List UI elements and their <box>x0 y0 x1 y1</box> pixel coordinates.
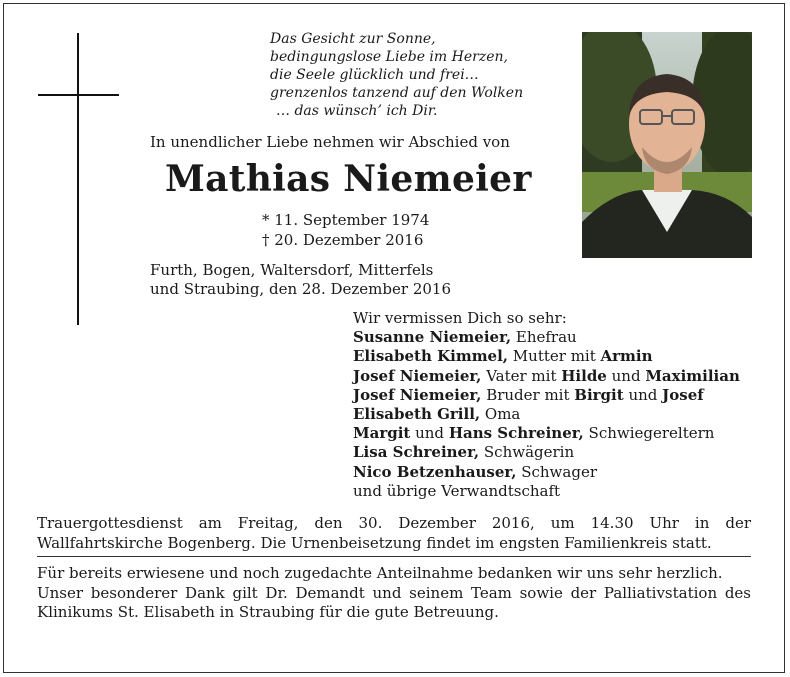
mourner-relation: Mutter mit <box>508 347 601 366</box>
mourner-name: Margit <box>353 424 411 443</box>
mourner-relation: und übrige Verwandtschaft <box>353 481 561 500</box>
mourner-name: Lisa Schreiner, <box>353 443 480 462</box>
mourner-name: Armin <box>600 347 653 366</box>
mourner-line <box>353 463 740 482</box>
mourner-relation: Ehefrau <box>511 328 577 347</box>
birth-date: * 11. September 1974 <box>262 211 430 229</box>
mourner-name: Hans Schreiner, <box>448 424 584 443</box>
mourner-relation: Oma <box>480 405 521 424</box>
mourners-heading <box>353 309 740 328</box>
poem-line: … das wünsch’ ich Dir. <box>276 103 438 119</box>
service-info: Trauergottesdienst am Freitag, den 30. Dezember 2016, um 14.30 Uhr in der Wallfahrtskirche Bogenberg. Die Urnenbeisetzung findet im engsten Familienkreis statt. <box>37 514 751 552</box>
mourner-line <box>353 482 740 501</box>
deceased-name: Mathias Niemeier <box>165 158 532 200</box>
thanks-paragraph: Für bereits erwiesene und noch zugedachte Anteilnahme bedanken wir uns sehr herzlich. <box>37 564 723 582</box>
life-dates <box>262 210 429 250</box>
divider <box>37 556 751 557</box>
mourner-name: Josef Niemeier, <box>353 366 482 385</box>
portrait-photo <box>582 32 752 258</box>
mourner-name: Nico Betzenhauser, <box>353 462 517 481</box>
mourner-relation: Schwiegereltern <box>583 424 715 443</box>
mourner-name: Elisabeth Grill, <box>353 405 481 424</box>
mourner-relation: Schwager <box>516 462 597 481</box>
mourner-name: Maximilian <box>645 366 740 385</box>
mourner-line <box>353 367 740 386</box>
mourner-relation: und <box>623 385 663 404</box>
mourner-relation: und <box>606 366 646 385</box>
mourner-relation: Vater mit <box>481 366 562 385</box>
thanks-paragraph: Unser besonderer Dank gilt Dr. Demandt und seinem Team sowie der Palliativstation des Klinikums St. Elisabeth in Straubing für die gute Betreuung. <box>37 583 751 621</box>
intro-text: In unendlicher Liebe nehmen wir Abschied von <box>150 133 510 151</box>
mourner-relation: und <box>410 424 449 443</box>
mourner-line <box>353 386 740 405</box>
mourner-line <box>353 424 740 443</box>
poem-line: grenzenlos tanzend auf den Wolken <box>270 85 524 101</box>
mourner-relation: Schwägerin <box>479 443 575 462</box>
poem-line: Das Gesicht zur Sonne, <box>270 31 436 47</box>
mourner-name: Birgit <box>574 385 624 404</box>
mourner-name: Josef Niemeier, <box>353 385 482 404</box>
death-date: † 20. Dezember 2016 <box>262 231 424 249</box>
mourner-line <box>353 405 740 424</box>
poem-line: die Seele glücklich und frei… <box>270 67 479 83</box>
mourner-relation: Wir vermissen Dich so sehr: <box>353 309 567 327</box>
poem-line: bedingungslose Liebe im Herzen, <box>270 49 508 65</box>
mourner-line <box>353 328 740 347</box>
place-line: und Straubing, den 28. Dezember 2016 <box>150 280 451 298</box>
mourners-list <box>353 309 740 501</box>
place-date <box>150 261 451 299</box>
mourner-relation: Bruder mit <box>481 385 575 404</box>
mourner-line <box>353 347 740 366</box>
mourner-name: Elisabeth Kimmel, <box>353 347 509 366</box>
mourner-name: Susanne Niemeier, <box>353 328 512 347</box>
thanks-section <box>37 564 751 623</box>
mourner-line <box>353 443 740 462</box>
mourner-name: Josef <box>662 385 704 404</box>
mourner-name: Hilde <box>561 366 607 385</box>
poem <box>270 30 523 120</box>
place-line: Furth, Bogen, Waltersdorf, Mitterfels <box>150 261 434 279</box>
